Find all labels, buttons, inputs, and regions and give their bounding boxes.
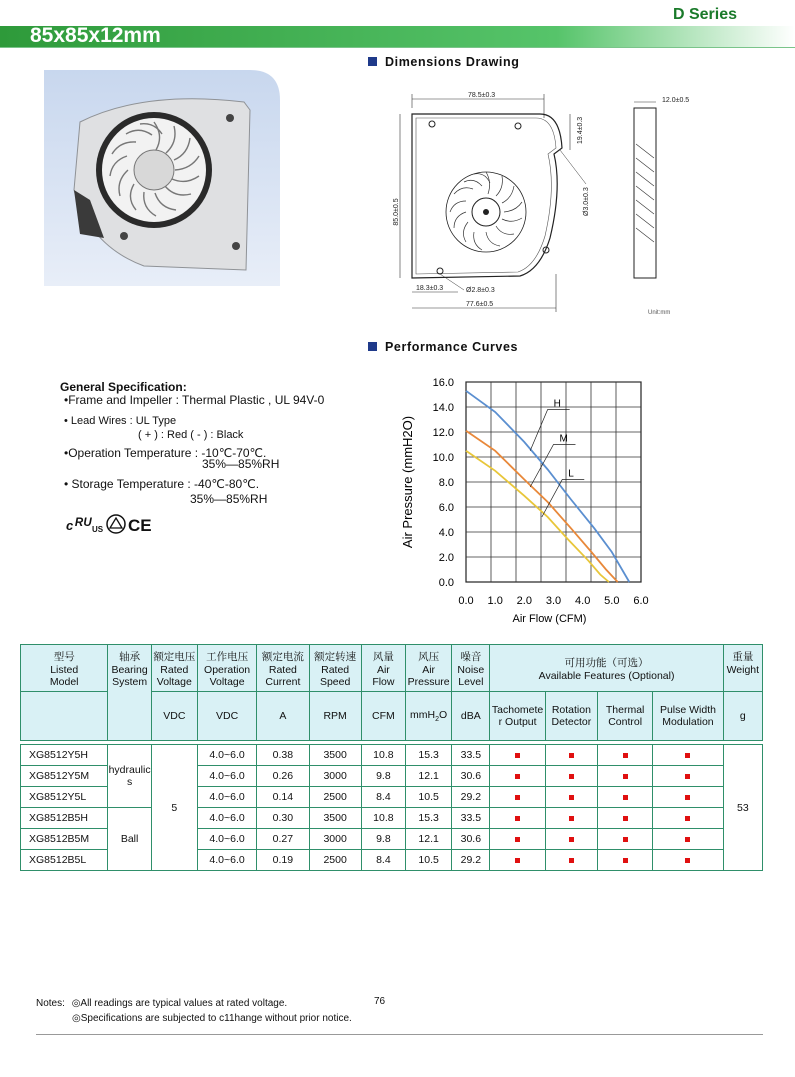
series-label-h: H (553, 398, 561, 410)
available-dot-icon (569, 816, 574, 821)
cell-pressure: 10.5 (406, 850, 452, 871)
col-features: 可用功能（可选） Available Features (Optional) (490, 645, 723, 692)
x-tick-label: 4.0 (575, 595, 591, 607)
cell-noise: 30.6 (452, 766, 490, 787)
cell-bearing: Ball (108, 808, 151, 871)
cell-feature (545, 850, 597, 871)
cell-model: XG8512B5L (21, 850, 108, 871)
cell-feature (598, 850, 653, 871)
cell-current: 0.27 (257, 829, 309, 850)
footer-divider (36, 1034, 763, 1035)
available-dot-icon (515, 753, 520, 758)
y-axis-label: Air Pressure (mmH2O) (400, 415, 415, 549)
cell-feature (598, 808, 653, 829)
note-2: ◎Specifications are subjected to c11hange without prior notice. (72, 1013, 352, 1024)
y-tick-label: 10.0 (432, 452, 454, 464)
tuv-icon (107, 515, 125, 533)
x-tick-label: 1.0 (487, 595, 503, 607)
curves-title: Performance Curves (368, 340, 518, 354)
cell-speed: 2500 (309, 787, 361, 808)
spec-st-hum: 35%—85%RH (190, 492, 268, 506)
cell-feature (598, 829, 653, 850)
available-dot-icon (623, 858, 628, 863)
available-dot-icon (685, 858, 690, 863)
cell-op-voltage: 4.0~6.0 (197, 808, 256, 829)
available-dot-icon (685, 795, 690, 800)
available-dot-icon (685, 816, 690, 821)
dim-unit: Unit:mm (648, 310, 671, 316)
x-tick-label: 2.0 (516, 595, 532, 607)
available-dot-icon (569, 858, 574, 863)
cell-feature (490, 766, 545, 787)
x-tick-label: 3.0 (545, 595, 562, 607)
dim-side-thick: 12.0±0.5 (662, 97, 690, 104)
bullet-icon: • (64, 415, 68, 427)
available-dot-icon (515, 774, 520, 779)
available-dot-icon (623, 837, 628, 842)
cell-feature (490, 745, 545, 766)
cell-voltage: 5 (151, 745, 197, 871)
dim-hole-big: Ø3.0±0.3 (583, 187, 590, 216)
available-dot-icon (515, 816, 520, 821)
ul-logo: c (66, 518, 74, 533)
size-title: 85x85x12mm (30, 24, 161, 47)
unit-flow: CFM (361, 692, 405, 741)
dimensions-drawing (390, 88, 710, 318)
feat-tach: Tachomete r Output (490, 692, 545, 741)
dim-width-bottom: 77.6±0.5 (466, 301, 494, 308)
cell-feature (490, 787, 545, 808)
available-dot-icon (623, 774, 628, 779)
cell-pressure: 10.5 (406, 787, 452, 808)
unit-pressure: mmH$_2$O (406, 692, 452, 741)
available-dot-icon (685, 774, 690, 779)
cell-feature (653, 850, 723, 871)
cell-feature (490, 850, 545, 871)
cell-model: XG8512B5M (21, 829, 108, 850)
dim-hole-small: Ø2.8±0.3 (466, 287, 495, 294)
available-dot-icon (515, 837, 520, 842)
cell-feature (490, 808, 545, 829)
unit-weight: g (723, 692, 762, 741)
series-label: D Series (672, 6, 737, 23)
feat-thermal: Thermal Control (598, 692, 653, 741)
cell-feature (545, 787, 597, 808)
cell-pressure: 15.3 (406, 808, 452, 829)
cell-speed: 3000 (309, 766, 361, 787)
dim-right-small: 19.4±0.3 (577, 116, 584, 144)
cell-feature (598, 787, 653, 808)
notes (36, 996, 352, 1026)
spec-title: General Specification: (60, 380, 187, 394)
cell-feature (598, 766, 653, 787)
y-tick-label: 16.0 (432, 377, 454, 389)
cell-pressure: 15.3 (406, 745, 452, 766)
col-weight: 重量 Weight (723, 645, 762, 692)
series-label-l: L (568, 468, 574, 480)
unit-speed: RPM (309, 692, 361, 741)
cell-pressure: 12.1 (406, 766, 452, 787)
cell-op-voltage: 4.0~6.0 (197, 850, 256, 871)
ce-mark: CE (128, 516, 152, 535)
bullet-icon: • (64, 446, 69, 460)
cell-flow: 8.4 (361, 850, 405, 871)
cell-current: 0.26 (257, 766, 309, 787)
unit-op-voltage: VDC (197, 692, 256, 741)
cell-pressure: 12.1 (406, 829, 452, 850)
x-tick-label: 6.0 (633, 595, 649, 607)
cell-speed: 3500 (309, 745, 361, 766)
col-speed: 额定转速 Rated Speed (309, 645, 361, 692)
cell-op-voltage: 4.0~6.0 (197, 745, 256, 766)
available-dot-icon (569, 795, 574, 800)
y-tick-label: 8.0 (438, 477, 454, 489)
unit-pressure-sub: 2 (435, 716, 440, 724)
y-tick-label: 2.0 (438, 552, 454, 564)
col-current: 额定电流 Rated Current (257, 645, 309, 692)
available-dot-icon (623, 816, 628, 821)
cell-feature (653, 766, 723, 787)
fan-photo (44, 70, 280, 286)
bullet-icon: • (64, 477, 69, 491)
unit-voltage: VDC (151, 692, 197, 741)
x-tick-label: 0.0 (458, 595, 474, 607)
spec-frame: Frame and Impeller : Thermal Plastic , UL 94V-0 (68, 393, 325, 407)
spec-lead-colors: ( + ) : Red ( - ) : Black (138, 429, 244, 441)
cell-op-voltage: 4.0~6.0 (197, 829, 256, 850)
cell-current: 0.14 (257, 787, 309, 808)
cell-noise: 33.5 (452, 808, 490, 829)
cell-current: 0.19 (257, 850, 309, 871)
table-row (21, 745, 763, 766)
cell-feature (545, 808, 597, 829)
col-voltage: 额定电压 Rated Voltage (151, 645, 197, 692)
y-tick-label: 14.0 (432, 402, 454, 414)
cell-model: XG8512Y5L (21, 787, 108, 808)
cell-model: XG8512B5H (21, 808, 108, 829)
bullet-icon: • (64, 393, 69, 407)
available-dot-icon (569, 774, 574, 779)
available-dot-icon (623, 795, 628, 800)
cell-feature (545, 766, 597, 787)
available-dot-icon (515, 858, 520, 863)
y-tick-label: 12.0 (432, 427, 454, 439)
cell-flow: 9.8 (361, 829, 405, 850)
dimensions-title: Dimensions Drawing (368, 55, 519, 69)
cell-current: 0.38 (257, 745, 309, 766)
spec-op-temp: Operation Temperature : -10℃-70℃. (68, 446, 267, 460)
cell-bearing: hydraulic s (108, 745, 151, 808)
col-bearing: 轴承 Bearing System (108, 645, 151, 741)
notes-label: Notes: (36, 998, 65, 1009)
feat-pwm: Pulse Width Modulation (653, 692, 723, 741)
cell-flow: 10.8 (361, 745, 405, 766)
col-op-voltage: 工作电压 Operation Voltage (197, 645, 256, 692)
cell-feature (545, 829, 597, 850)
spec-op-hum: 35%—85%RH (202, 457, 280, 471)
table-row (21, 808, 763, 829)
unit-noise: dBA (452, 692, 490, 741)
cell-op-voltage: 4.0~6.0 (197, 766, 256, 787)
cell-model: XG8512Y5H (21, 745, 108, 766)
cell-noise: 29.2 (452, 787, 490, 808)
cell-feature (598, 745, 653, 766)
available-dot-icon (569, 837, 574, 842)
available-dot-icon (685, 837, 690, 842)
certification-logos (66, 510, 186, 536)
dim-bottom-left: 18.3±0.3 (416, 285, 444, 292)
cell-flow: 10.8 (361, 808, 405, 829)
y-tick-label: 6.0 (438, 502, 454, 514)
series-label-m: M (559, 433, 568, 445)
spec-table (20, 644, 763, 871)
cell-noise: 33.5 (452, 745, 490, 766)
unit-current: A (257, 692, 309, 741)
cell-noise: 29.2 (452, 850, 490, 871)
cell-current: 0.30 (257, 808, 309, 829)
cell-feature (653, 829, 723, 850)
cell-speed: 3000 (309, 829, 361, 850)
available-dot-icon (569, 753, 574, 758)
feat-rotation: Rotation Detector (545, 692, 597, 741)
x-axis-label: Air Flow (CFM) (512, 613, 587, 625)
cell-flow: 9.8 (361, 766, 405, 787)
spec-lead: Lead Wires : UL Type (70, 415, 177, 427)
available-dot-icon (685, 753, 690, 758)
cell-feature (653, 787, 723, 808)
cell-op-voltage: 4.0~6.0 (197, 787, 256, 808)
spec-st-temp: Storage Temperature : -40℃-80℃. (71, 477, 260, 491)
cell-model: XG8512Y5M (21, 766, 108, 787)
dim-height: 85.0±0.5 (393, 198, 400, 226)
cell-speed: 2500 (309, 850, 361, 871)
cell-feature (490, 829, 545, 850)
unit-model (21, 692, 108, 741)
col-pressure: 风压 Air Pressure (406, 645, 452, 692)
cell-feature (653, 745, 723, 766)
cell-feature (545, 745, 597, 766)
cell-speed: 3500 (309, 808, 361, 829)
col-noise: 噪音 Noise Level (452, 645, 490, 692)
col-flow: 风量 Air Flow (361, 645, 405, 692)
y-tick-label: 4.0 (438, 527, 454, 539)
svg-text:ᴿᵁ: ᴿᵁ (74, 515, 92, 534)
note-1: ◎All readings are typical values at rated voltage. (71, 998, 288, 1009)
cell-noise: 30.6 (452, 829, 490, 850)
svg-text:US: US (92, 525, 104, 534)
x-tick-label: 5.0 (604, 595, 620, 607)
cell-feature (653, 808, 723, 829)
performance-chart (396, 374, 656, 628)
page-number: 76 (374, 996, 386, 1007)
cell-weight: 53 (723, 745, 762, 871)
dim-width-top: 78.5±0.3 (468, 92, 496, 99)
available-dot-icon (623, 753, 628, 758)
y-tick-label: 0.0 (438, 577, 454, 589)
available-dot-icon (515, 795, 520, 800)
cell-flow: 8.4 (361, 787, 405, 808)
col-model: 型号 Listed Model (21, 645, 108, 692)
